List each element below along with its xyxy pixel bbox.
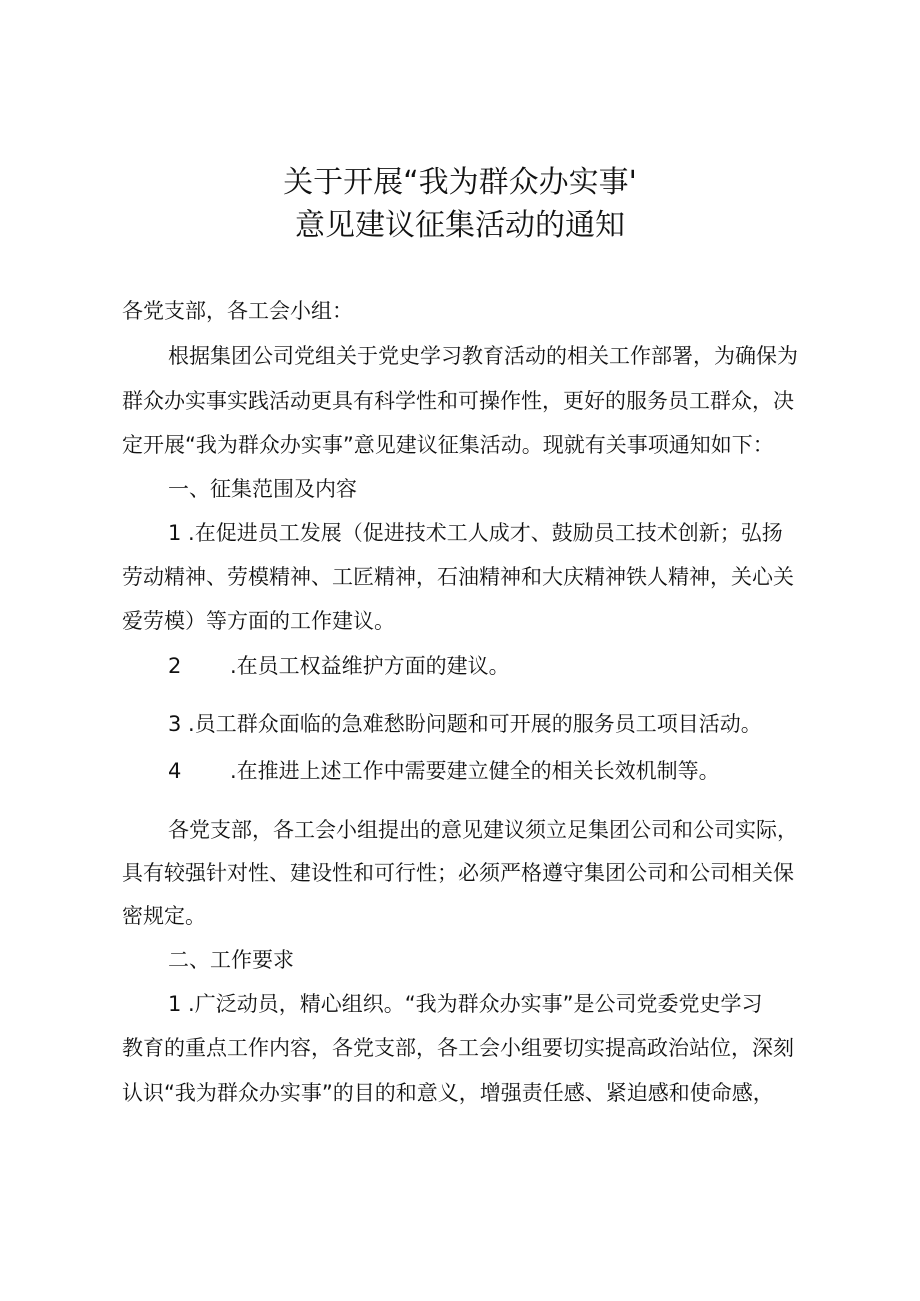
intro-line: 群众办实事实践活动更具有科学性和可操作性，更好的服务员工群众，决	[122, 389, 794, 413]
document-title-line-2: 意见建议征集活动的通知	[295, 208, 625, 243]
requirement-line: 密规定。	[122, 904, 206, 928]
work-item-1-line: 1 .广泛动员，精心组织。“我为群众办实事”是公司党委党史学习	[168, 992, 763, 1016]
item-2-number: 2	[168, 654, 182, 678]
intro-line: 定开展“我为群众办实事”意见建议征集活动。现就有关事项通知如下：	[122, 433, 774, 457]
requirement-line: 具有较强针对性、建设性和可行性；必须严格遵守集团公司和公司相关保	[122, 861, 794, 885]
item-1-line: 劳动精神、劳模精神、工匠精神，石油精神和大庆精神铁人精神，关心关	[122, 565, 794, 589]
document-title-line-1: 关于开展“我为群众办实事'	[283, 165, 637, 200]
item-3: 3 .员工群众面临的急难愁盼问题和可开展的服务员工项目活动。	[168, 712, 762, 736]
item-4-number: 4	[168, 759, 182, 783]
item-4	[168, 756, 720, 786]
item-1-line: 爱劳模）等方面的工作建议。	[122, 609, 395, 633]
intro-line: 根据集团公司党组关于党史学习教育活动的相关工作部署，为确保为	[168, 344, 798, 368]
item-4-text: .在推进上述工作中需要建立健全的相关长效机制等。	[230, 759, 720, 783]
section-1-heading: 一、征集范围及内容	[168, 477, 357, 501]
section-2-heading: 二、工作要求	[168, 948, 294, 972]
work-item-1-line: 教育的重点工作内容，各党支部，各工会小组要切实提高政治站位，深刻	[122, 1036, 794, 1060]
item-2	[168, 651, 510, 681]
item-2-text: .在员工权益维护方面的建议。	[230, 654, 510, 678]
work-item-1-line: 认识“我为群众办实事”的目的和意义，增强责任感、紧迫感和使命感，	[122, 1081, 774, 1105]
item-1-line: 1 .在促进员工发展（促进技术工人成才、鼓励员工技术创新；弘扬	[168, 521, 783, 545]
requirement-line: 各党支部，各工会小组提出的意见建议须立足集团公司和公司实际，	[168, 818, 798, 842]
salutation: 各党支部，各工会小组：	[122, 299, 353, 323]
